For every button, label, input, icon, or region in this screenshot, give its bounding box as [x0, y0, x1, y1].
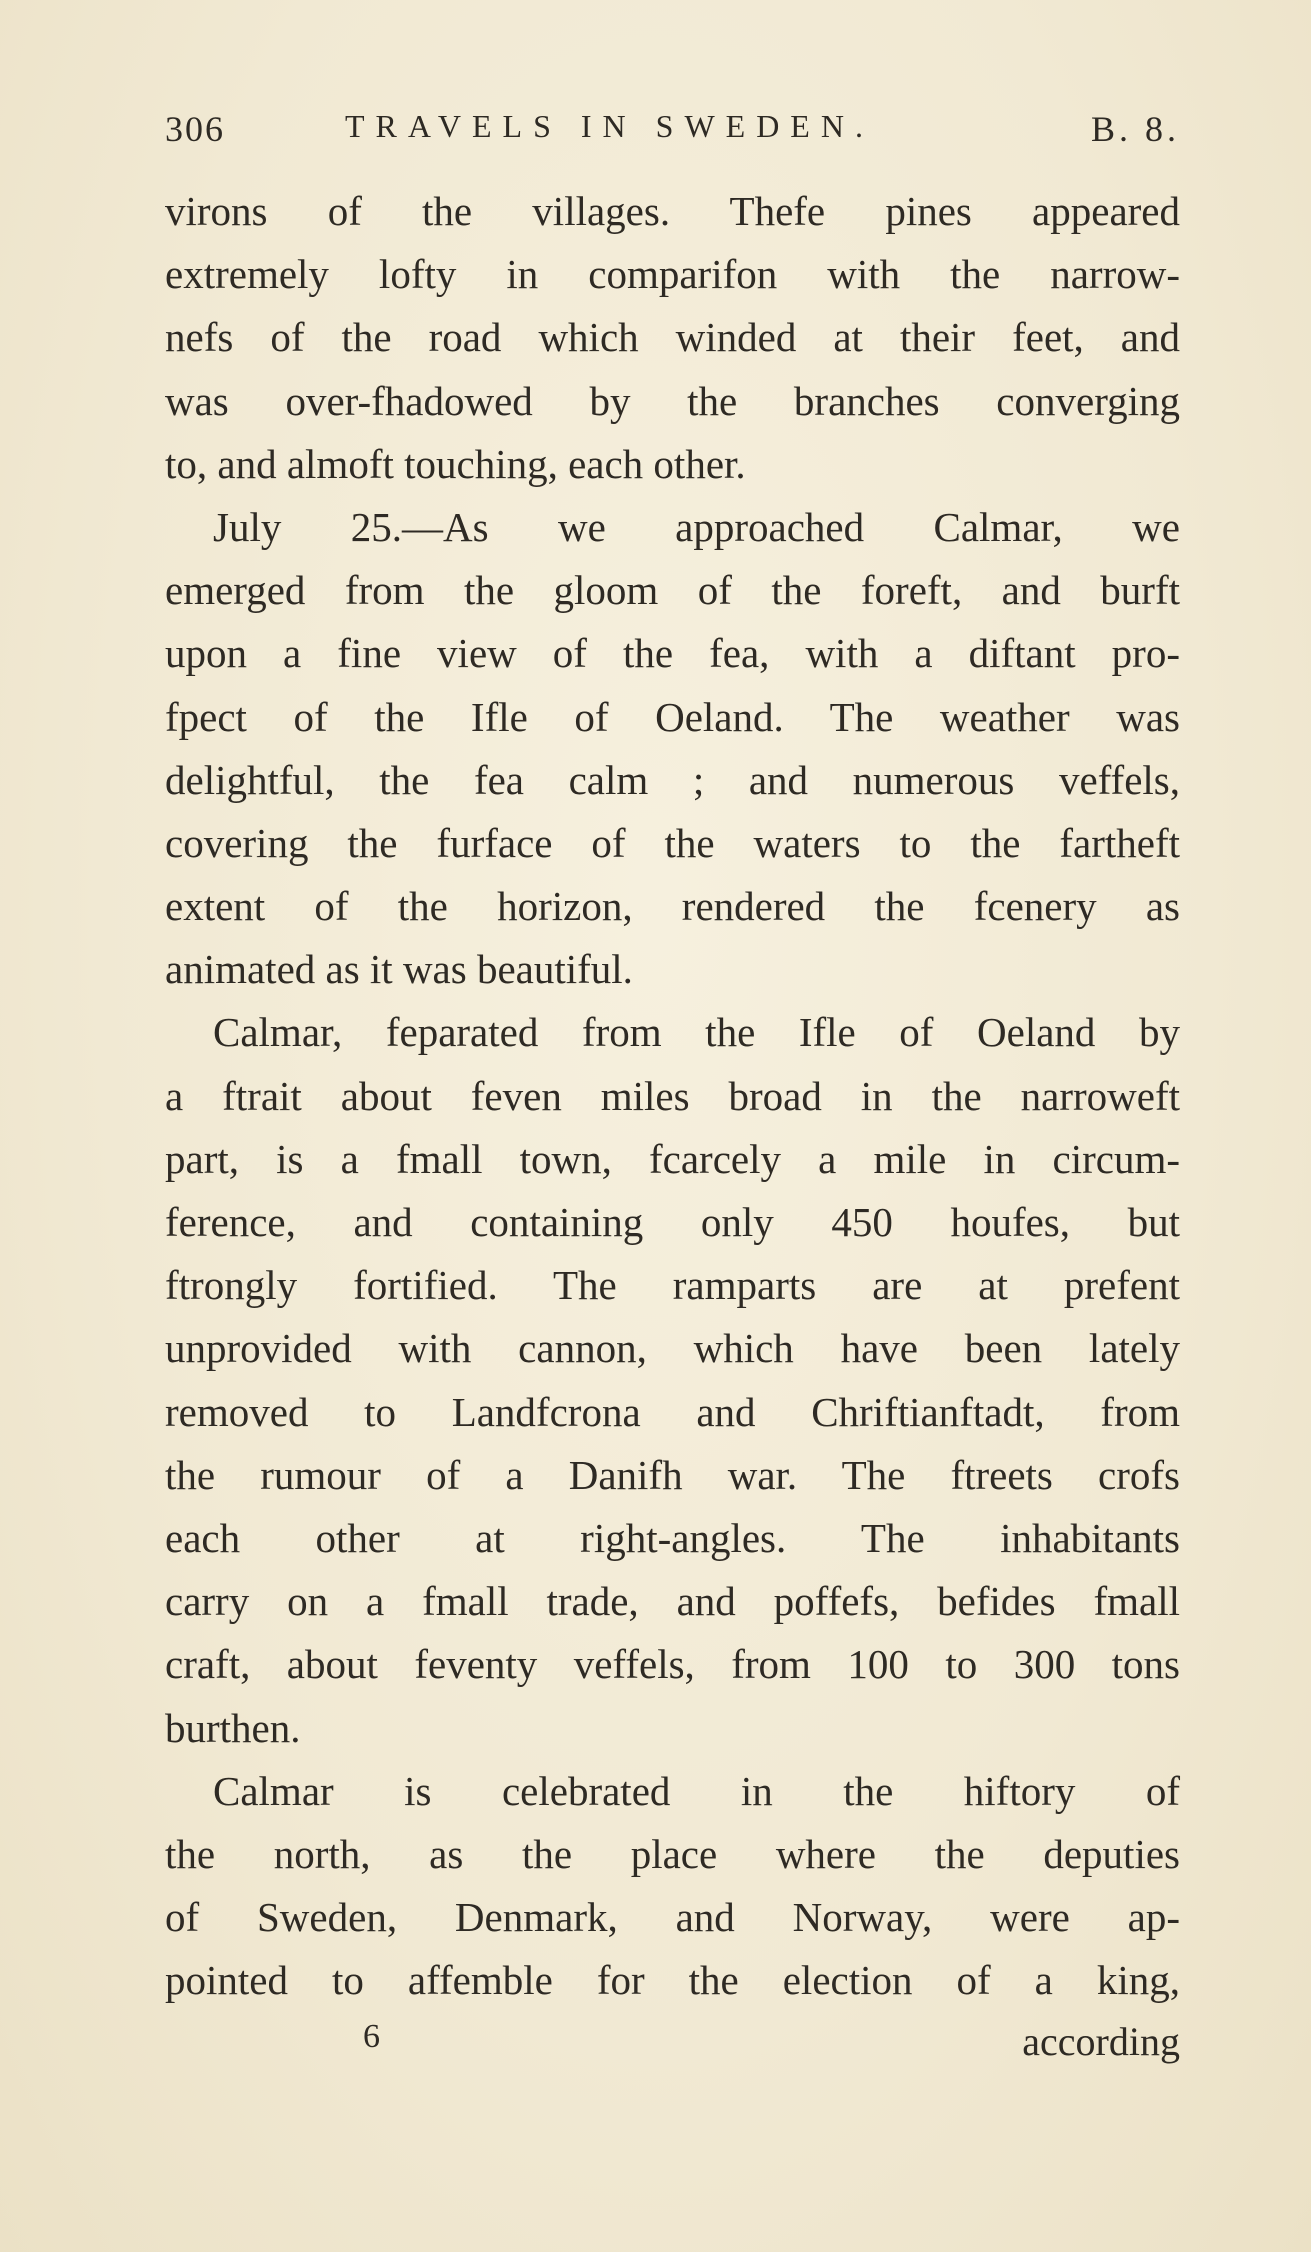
text-line: covering the furface of the waters to the fartheft [165, 819, 1180, 866]
text-line: was over-fhadowed by the branches converging [165, 377, 1180, 424]
text-line: extremely lofty in comparifon with the narrow- [165, 251, 1180, 298]
text-line: ftrongly fortified. The ramparts are at prefent [165, 1262, 1180, 1309]
signature-mark: 6 [363, 2018, 380, 2055]
page-footer [165, 2018, 1180, 2078]
text-line: emerged from the gloom of the foreft, and burft [165, 567, 1180, 614]
text-line: of Sweden, Denmark, and Norway, were ap- [165, 1894, 1180, 1941]
text-line: burthen. [165, 1704, 301, 1751]
text-line: July 25.—As we approached Calmar, we [213, 503, 1180, 550]
text-line: fpect of the Ifle of Oeland. The weather was [165, 693, 1180, 740]
book-number: B. 8. [1090, 109, 1180, 149]
page-number: 306 [165, 109, 225, 149]
text-line: removed to Landfcrona and Chriftianftadt, from [165, 1388, 1180, 1435]
text-line: virons of the villages. Thefe pines appeared [165, 188, 1180, 234]
text-line: pointed to affemble for the election of a king, [165, 1957, 1180, 2004]
text-line: upon a fine view of the fea, with a diftant pro- [165, 630, 1180, 677]
text-line: Calmar, feparated from the Ifle of Oeland by [213, 1009, 1180, 1056]
text-line: carry on a fmall trade, and poffefs, befides fmall [165, 1578, 1180, 1625]
body-text [165, 180, 1180, 2012]
text-line: Calmar is celebrated in the hiftory of [213, 1767, 1180, 1814]
text-line: extent of the horizon, rendered the fcenery as [165, 883, 1180, 930]
text-line: each other at right-angles. The inhabitants [165, 1514, 1180, 1561]
text-line: nefs of the road which winded at their feet, and [165, 314, 1180, 361]
text-line: the rumour of a Danifh war. The ftreets crofs [165, 1451, 1180, 1498]
text-line: craft, about feventy veffels, from 100 to 300 tons [165, 1641, 1180, 1688]
text-line: animated as it was beautiful. [165, 946, 633, 993]
text-line: delightful, the fea calm ; and numerous veffels, [165, 756, 1180, 803]
catchword: according [1022, 2019, 1180, 2064]
text-line: part, is a fmall town, fcarcely a mile in circum- [165, 1135, 1180, 1182]
text-line: unprovided with cannon, which have been lately [165, 1325, 1180, 1372]
running-title: TRAVELS IN SWEDEN. [345, 108, 874, 144]
text-line: the north, as the place where the deputies [165, 1830, 1180, 1877]
text-line: ference, and containing only 450 houfes, but [165, 1199, 1180, 1245]
running-header [165, 108, 1180, 160]
text-line: to, and almoft touching, each other. [165, 440, 746, 487]
text-line: a ftrait about feven miles broad in the narroweft [165, 1072, 1180, 1119]
